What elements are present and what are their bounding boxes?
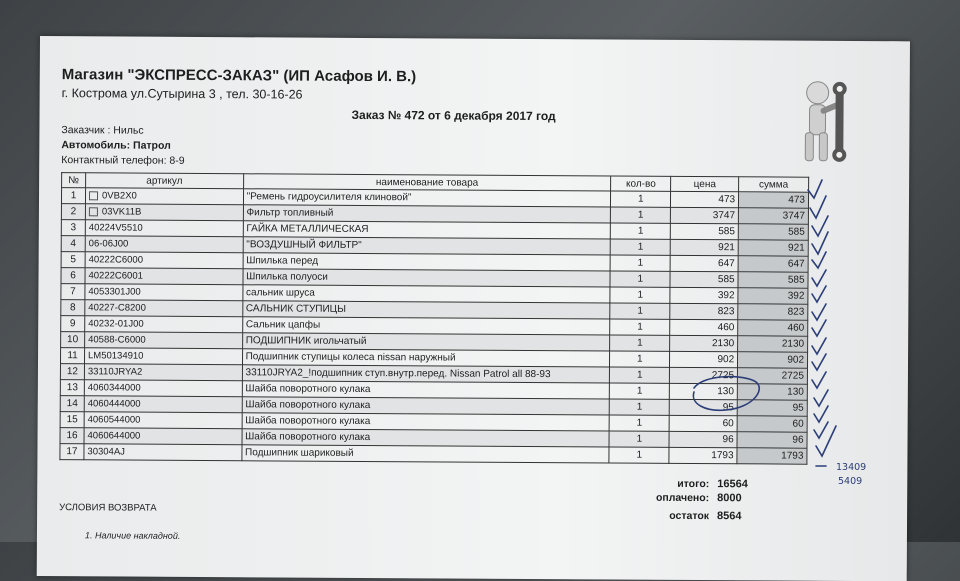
cell-no-text: 13 bbox=[66, 382, 78, 394]
cell-name-text: Подшипник шариковый bbox=[245, 447, 354, 459]
cell-sum-text: 585 bbox=[787, 274, 805, 286]
cell-article bbox=[84, 380, 242, 397]
cell-no-text: 6 bbox=[70, 270, 76, 282]
cell-name-text: Шайба поворотного кулака bbox=[245, 399, 371, 412]
shop-address: г. Кострома ул.Сутырина 3 , тел. 30-16-26 bbox=[61, 86, 303, 102]
cell-no bbox=[61, 188, 85, 204]
cell-sum bbox=[738, 272, 808, 288]
cell-price-text: 473 bbox=[718, 194, 736, 206]
cell-sum-text: 2130 bbox=[781, 338, 805, 350]
cell-qty-text: 1 bbox=[637, 241, 644, 253]
cell-no bbox=[60, 380, 84, 396]
cell-article-text: LM50134910 bbox=[87, 350, 144, 362]
cell-sum-text: 473 bbox=[788, 194, 806, 206]
cell-qty bbox=[611, 191, 671, 207]
total-value: 16564 bbox=[717, 478, 748, 491]
cell-no-text: 10 bbox=[67, 334, 79, 346]
checkbox-icon bbox=[89, 207, 98, 216]
cell-no bbox=[61, 332, 85, 348]
paid-value: 8000 bbox=[717, 492, 742, 505]
cell-sum bbox=[738, 320, 808, 336]
checkbox-icon bbox=[89, 191, 98, 200]
cell-article-text: 4060644000 bbox=[87, 430, 141, 442]
return-conditions-title: УСЛОВИЯ ВОЗВРАТА bbox=[59, 502, 157, 514]
cell-price-text: 95 bbox=[722, 402, 734, 414]
cell-article bbox=[85, 316, 243, 333]
return-condition-item: 1. Наличие накладной. bbox=[84, 530, 181, 541]
cell-article-text: 40224V5510 bbox=[88, 222, 143, 234]
cell-price-text: 3747 bbox=[712, 210, 736, 222]
cell-no-text: 8 bbox=[70, 302, 76, 314]
cell-name-text: САЛЬНИК СТУПИЦЫ bbox=[245, 303, 346, 315]
car-line bbox=[61, 139, 171, 152]
cell-article bbox=[84, 428, 242, 445]
cell-article bbox=[85, 332, 243, 349]
cell-sum bbox=[737, 416, 807, 432]
cell-sum-text: 96 bbox=[792, 434, 804, 446]
cell-sum-text: 460 bbox=[787, 322, 805, 334]
cell-sum-text: 1793 bbox=[781, 450, 804, 462]
cell-qty-text: 1 bbox=[637, 289, 644, 301]
cell-qty bbox=[610, 367, 670, 383]
cell-sum bbox=[737, 368, 807, 384]
cell-article bbox=[85, 284, 243, 301]
cell-qty bbox=[610, 255, 670, 271]
cell-no bbox=[61, 300, 85, 316]
cell-name-text: Сальник цапфы bbox=[245, 319, 321, 331]
cell-price-text: 60 bbox=[722, 418, 734, 430]
cell-qty-text: 1 bbox=[637, 257, 644, 269]
cell-name-text: ПОДШИПНИК игольчатый bbox=[245, 335, 367, 347]
cell-sum bbox=[737, 400, 807, 416]
cell-no-text: 15 bbox=[66, 414, 78, 426]
cell-qty bbox=[611, 239, 671, 255]
cell-article-text: 30304AJ bbox=[87, 446, 125, 458]
cell-no bbox=[61, 268, 85, 284]
cell-price-text: 647 bbox=[718, 258, 735, 270]
cell-sum bbox=[737, 384, 807, 400]
cell-article-text: 4060344000 bbox=[87, 382, 141, 394]
cell-price-text: 1793 bbox=[711, 450, 734, 462]
cell-article-text: 4053301J00 bbox=[88, 286, 141, 298]
cell-sum-text: 130 bbox=[787, 386, 804, 398]
cell-no-text: 9 bbox=[69, 318, 76, 330]
cell-sum bbox=[738, 240, 808, 256]
cell-qty bbox=[610, 287, 670, 303]
cell-article bbox=[84, 396, 242, 413]
cell-article bbox=[85, 252, 243, 269]
cell-qty-text: 1 bbox=[637, 305, 643, 317]
cell-price-text: 902 bbox=[717, 354, 735, 366]
cell-sum-text: 647 bbox=[787, 258, 805, 270]
cell-qty bbox=[610, 303, 670, 319]
cell-sum bbox=[738, 336, 808, 352]
cell-qty-text: 1 bbox=[638, 193, 644, 205]
cell-no-text: 16 bbox=[66, 430, 78, 442]
cell-qty-text: 1 bbox=[637, 321, 643, 333]
cell-sum bbox=[738, 352, 808, 368]
cell-no bbox=[60, 396, 84, 412]
cell-article bbox=[85, 268, 243, 285]
cell-qty-text: 1 bbox=[636, 401, 643, 413]
cell-price bbox=[670, 303, 738, 319]
cell-article-text: 40222C6001 bbox=[88, 270, 143, 282]
cell-price-text: 585 bbox=[718, 226, 735, 238]
cell-article-text: 40227-C8200 bbox=[88, 302, 146, 314]
cell-price bbox=[670, 239, 738, 255]
cell-sum-text: 95 bbox=[792, 402, 804, 414]
cell-qty-text: 1 bbox=[636, 385, 643, 397]
cell-price bbox=[671, 223, 739, 239]
total-line bbox=[637, 478, 748, 491]
cell-sum bbox=[737, 432, 807, 448]
cell-sum-text: 2725 bbox=[781, 370, 804, 382]
cell-name-text: "Ремень гидроусилителя клиновой" bbox=[246, 191, 412, 204]
cell-price bbox=[671, 191, 739, 207]
cell-name-text: Шайба поворотного кулака bbox=[245, 415, 371, 428]
cell-sum bbox=[737, 448, 807, 464]
table-row bbox=[60, 444, 807, 465]
cell-price bbox=[669, 447, 737, 463]
total-label: итого: bbox=[677, 477, 710, 491]
cell-name-text: Шайба поворотного кулака bbox=[245, 431, 371, 444]
cell-sum-text: 60 bbox=[792, 418, 804, 430]
paid-line bbox=[637, 492, 742, 505]
cell-sum bbox=[738, 256, 808, 272]
cell-article-text: 0VB2X0 bbox=[101, 190, 137, 202]
cell-price bbox=[671, 207, 739, 223]
col-header-price: цена bbox=[671, 176, 739, 191]
cell-no bbox=[60, 428, 84, 444]
cell-article-text: 33110JRYA2 bbox=[87, 366, 143, 378]
car-label: Автомобиль: bbox=[61, 139, 131, 152]
cell-article-text: 40232-01J00 bbox=[88, 318, 144, 330]
cell-qty-text: 1 bbox=[636, 433, 643, 445]
cell-name-text: сальник шруса bbox=[245, 287, 315, 299]
cell-article-text: 4060444000 bbox=[87, 398, 141, 410]
cell-article bbox=[84, 348, 242, 365]
car-value: Патрол bbox=[133, 139, 171, 152]
cell-price-text: 2130 bbox=[711, 338, 735, 350]
cell-no-text: 3 bbox=[70, 222, 77, 234]
cell-qty-text: 1 bbox=[636, 369, 643, 381]
col-header-article: артикул bbox=[86, 173, 244, 189]
cell-no-text: 4 bbox=[70, 238, 77, 250]
shop-title: Магазин "ЭКСПРЕСС-ЗАКАЗ" (ИП Асафов И. В.) bbox=[61, 66, 417, 86]
cell-price-text: 823 bbox=[717, 306, 735, 318]
cell-no bbox=[60, 348, 84, 364]
cell-qty bbox=[610, 319, 670, 335]
cell-no bbox=[61, 220, 85, 236]
cell-name-text: Шайба поворотного кулака bbox=[245, 383, 371, 396]
cell-article-text: 40222C6000 bbox=[88, 254, 144, 266]
cell-price bbox=[670, 271, 738, 287]
cell-price bbox=[670, 319, 738, 335]
handwritten-note-5409: 5409 bbox=[838, 476, 863, 487]
cell-price bbox=[670, 351, 738, 367]
cell-article-text: 40588-C6000 bbox=[88, 334, 146, 346]
cell-qty-text: 1 bbox=[637, 225, 644, 237]
cell-qty bbox=[610, 399, 670, 415]
cell-sum-text: 585 bbox=[788, 226, 805, 238]
cell-qty-text: 1 bbox=[637, 353, 643, 365]
cell-no-text: 5 bbox=[70, 254, 76, 266]
cell-no bbox=[61, 284, 85, 300]
cell-price bbox=[669, 415, 737, 431]
cell-price bbox=[670, 367, 738, 383]
cell-sum-text: 392 bbox=[787, 290, 805, 302]
cell-qty bbox=[610, 335, 670, 351]
cell-price-text: 96 bbox=[722, 434, 734, 446]
cell-price bbox=[670, 335, 738, 351]
cell-qty bbox=[611, 207, 671, 223]
cell-price-text: 2725 bbox=[711, 370, 735, 382]
cell-sum bbox=[738, 304, 808, 320]
cell-price-text: 460 bbox=[717, 322, 735, 334]
cell-price bbox=[670, 255, 738, 271]
cell-name-text: Фильтр топливный bbox=[246, 207, 334, 219]
cell-qty bbox=[610, 383, 670, 399]
cell-no bbox=[60, 412, 84, 428]
order-number: Заказ № 472 от 6 декабря 2017 год bbox=[351, 107, 556, 124]
cell-qty-text: 1 bbox=[637, 273, 644, 285]
cell-no-text: 14 bbox=[66, 398, 78, 410]
col-header-name: наименование товара bbox=[243, 174, 611, 191]
cell-qty-text: 1 bbox=[637, 209, 644, 221]
cell-article bbox=[84, 412, 242, 429]
cell-qty-text: 1 bbox=[636, 417, 643, 429]
cell-no bbox=[61, 236, 85, 252]
cell-no bbox=[61, 252, 85, 268]
cell-qty-text: 1 bbox=[636, 449, 643, 461]
customer-line: Заказчик : Нильс bbox=[61, 124, 144, 137]
cell-price bbox=[670, 383, 738, 399]
cell-qty bbox=[609, 431, 669, 447]
rest-value: 8564 bbox=[717, 510, 742, 523]
cell-sum-text: 823 bbox=[787, 306, 805, 318]
cell-no-text: 11 bbox=[67, 350, 78, 362]
paid-label: оплачено: bbox=[655, 491, 710, 505]
cell-price-text: 130 bbox=[717, 386, 734, 398]
cell-sum-text: 902 bbox=[787, 354, 805, 366]
cell-price-text: 585 bbox=[717, 274, 735, 286]
cell-sum-text: 921 bbox=[787, 242, 805, 254]
cell-qty-text: 1 bbox=[637, 337, 643, 349]
cell-sum bbox=[739, 192, 809, 208]
items-table bbox=[59, 172, 809, 465]
cell-price bbox=[669, 431, 737, 447]
cell-name-text: Подшипник ступицы колеса nissan наружный bbox=[245, 351, 456, 364]
cell-name-text: "ВОЗДУШНЫЙ ФИЛЬТР" bbox=[246, 239, 362, 251]
cell-no bbox=[60, 444, 84, 460]
cell-sum bbox=[738, 208, 808, 224]
col-header-qty: кол-во bbox=[611, 176, 671, 191]
rest-line bbox=[637, 510, 742, 523]
cell-name-text: 33110JRYA2_!подшипник ступ.внутр.перед. Nissan Patrol all 88-93 bbox=[245, 367, 551, 381]
cell-price bbox=[670, 287, 738, 303]
cell-no bbox=[61, 204, 85, 220]
cell-name-text: Шпилька перед bbox=[246, 255, 319, 267]
cell-no-text: 2 bbox=[70, 206, 77, 218]
cell-qty bbox=[609, 415, 669, 431]
cell-article-text: 06-06J00 bbox=[88, 238, 129, 250]
cell-article bbox=[85, 204, 243, 221]
cell-name-text: Шпилька полуоси bbox=[246, 271, 328, 283]
cell-no-text: 7 bbox=[70, 286, 76, 298]
mascot-with-wrench-icon bbox=[787, 77, 862, 165]
cell-article-text: 03VK11B bbox=[101, 206, 142, 218]
cell-article-text: 4060544000 bbox=[87, 414, 141, 426]
cell-article bbox=[84, 364, 242, 381]
cell-name-text: ГАЙКА МЕТАЛЛИЧЕСКАЯ bbox=[246, 223, 369, 236]
rest-label: остаток bbox=[669, 509, 710, 523]
cell-qty bbox=[611, 223, 671, 239]
cell-article bbox=[84, 444, 242, 461]
cell-sum-text: 3747 bbox=[782, 210, 805, 222]
cell-sum bbox=[738, 288, 808, 304]
cell-price bbox=[669, 399, 737, 415]
cell-article bbox=[85, 300, 243, 317]
cell-no-text: 12 bbox=[66, 366, 79, 378]
col-header-sum: сумма bbox=[739, 177, 809, 192]
cell-no bbox=[61, 316, 85, 332]
cell-article bbox=[85, 236, 243, 253]
cell-price-text: 921 bbox=[718, 242, 735, 254]
cell-no bbox=[60, 364, 84, 380]
cell-qty bbox=[610, 271, 670, 287]
cell-name bbox=[242, 445, 610, 463]
handwritten-note-13409: 13409 bbox=[836, 462, 867, 473]
cell-qty bbox=[610, 351, 670, 367]
cell-no-text: 1 bbox=[70, 190, 77, 202]
cell-article bbox=[85, 220, 243, 237]
col-header-no: № bbox=[62, 173, 86, 188]
cell-sum bbox=[738, 224, 808, 240]
invoice-paper bbox=[37, 36, 910, 581]
cell-no-text: 17 bbox=[66, 446, 78, 458]
phone-line: Контактный телефон: 8-9 bbox=[61, 154, 185, 167]
cell-qty bbox=[609, 447, 669, 463]
cell-price-text: 392 bbox=[717, 290, 735, 302]
cell-article bbox=[85, 188, 243, 205]
